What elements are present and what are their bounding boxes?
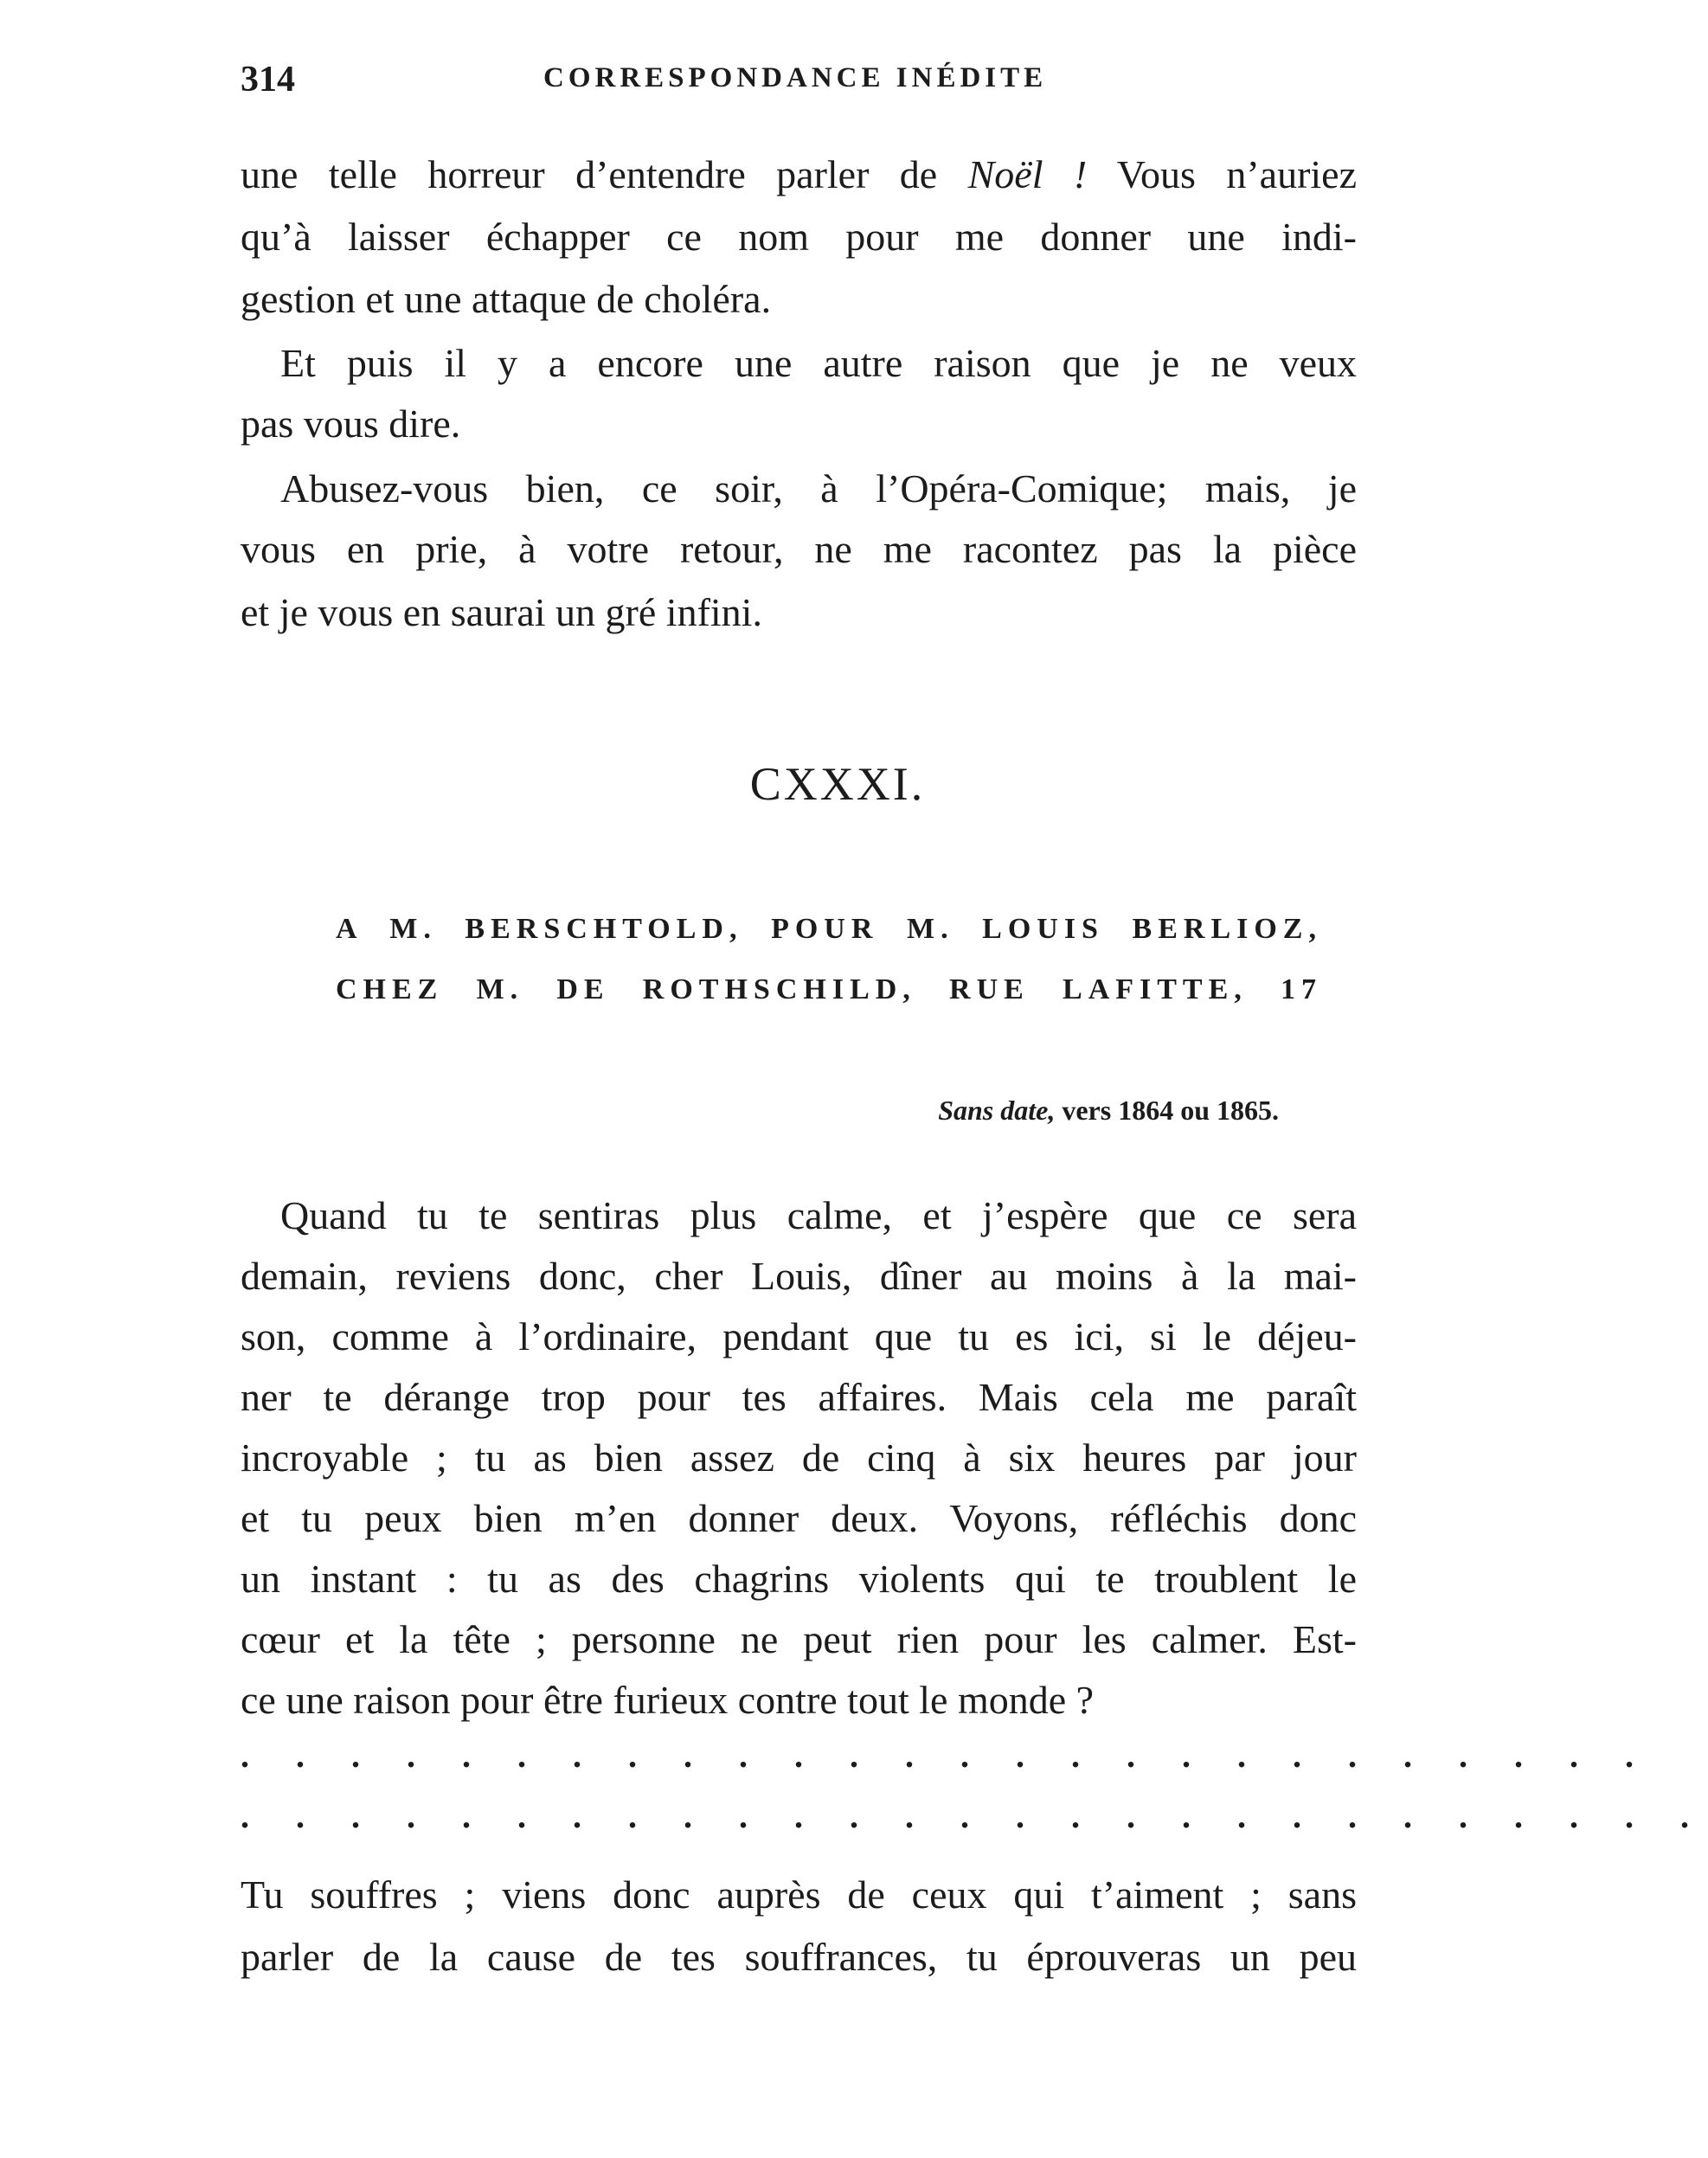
- text-line: ce une raison pour être furieux contre tout le monde ?: [241, 1678, 1095, 1722]
- text-line: et tu peux bien m’en donner deux. Voyons, réfléchis donc: [241, 1496, 1357, 1540]
- address-line: CHEZ M. DE ROTHSCHILD, RUE LAFITTE, 17: [336, 973, 1322, 1005]
- text-line: et je vous en saurai un gré infini.: [241, 590, 762, 634]
- text-line: cœur et la tête ; personne ne peut rien pour les calmer. Est-: [241, 1617, 1357, 1661]
- text-line: vous en prie, à votre retour, ne me racontez pas la pièce: [241, 527, 1357, 571]
- text-line: Et puis il y a encore une autre raison que je ne veux: [280, 341, 1357, 385]
- text-line: incroyable ; tu as bien assez de cinq à six heures par jour: [241, 1435, 1357, 1480]
- text-line: un instant : tu as des chagrins violents qui te troublent le: [241, 1557, 1357, 1601]
- text-line: demain, reviens donc, cher Louis, dîner au moins à la mai-: [241, 1254, 1357, 1298]
- running-title: CORRESPONDANCE INÉDITE: [543, 62, 1048, 93]
- ellipsis-line: . . . . . . . . . . . . . . . . . . . . . . . . . . .: [241, 1796, 1708, 1835]
- text-line: pas vous dire.: [241, 401, 461, 446]
- text-line: parler de la cause de tes souffrances, tu éprouveras un peu: [241, 1935, 1357, 1979]
- text-line: Abusez-vous bien, ce soir, à l’Opéra-Comique; mais, je: [280, 466, 1357, 511]
- text-line: ner te dérange trop pour tes affaires. Mais cela me paraît: [241, 1375, 1357, 1419]
- page-number: 314: [241, 60, 295, 100]
- text-line: une telle horreur d’entendre parler de Noël ! Vous n’auriez: [241, 152, 1357, 196]
- text-line: gestion et une attaque de choléra.: [241, 277, 772, 321]
- ellipsis-line: . . . . . . . . . . . . . . . . . . . . . . . . . .: [241, 1736, 1653, 1775]
- text-line: Tu souffres ; viens donc auprès de ceux qui t’aiment ; sans: [241, 1872, 1357, 1917]
- page-header: [241, 52, 1357, 112]
- letter-number: CXXXI.: [749, 758, 926, 810]
- date-line: Sans date, vers 1864 ou 1865.: [938, 1095, 1279, 1126]
- text-line: qu’à laisser échapper ce nom pour me donner une indi-: [241, 215, 1357, 259]
- address-line: A M. BERSCHTOLD, POUR M. LOUIS BERLIOZ,: [336, 913, 1322, 945]
- text-line: Quand tu te sentiras plus calme, et j’espère que ce sera: [280, 1193, 1357, 1237]
- text-line: son, comme à l’ordinaire, pendant que tu es ici, si le déjeu-: [241, 1314, 1357, 1358]
